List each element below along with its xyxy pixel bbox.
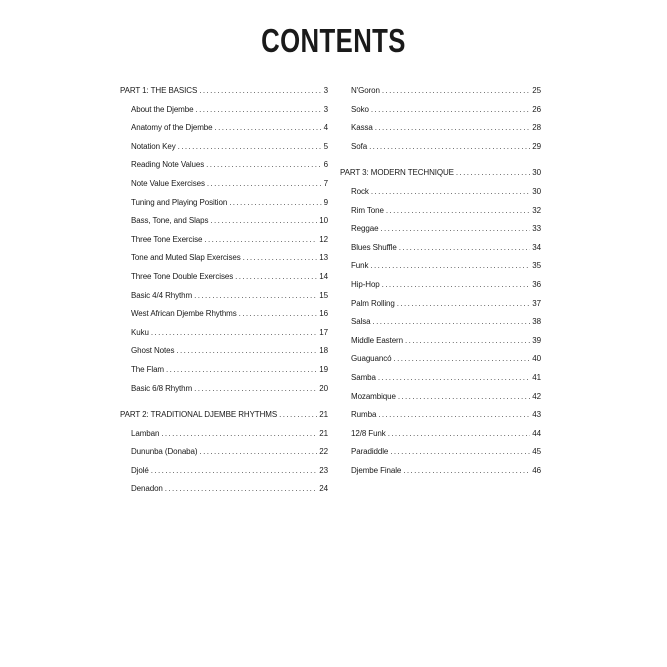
toc-entry-page-number: 3 [323,104,328,114]
toc-entry-label: Basic 4/4 Rhythm [131,290,193,300]
dot-leader [207,175,322,194]
toc-entry-label: Lamban [131,428,160,438]
page-title: CONTENTS [261,22,406,59]
toc-entry-label: Djembe Finale [351,465,402,475]
toc-entry-label: Reggae [351,224,379,234]
dot-leader [398,388,530,407]
dot-leader [194,380,317,399]
dot-leader [390,443,530,462]
dot-leader [210,212,317,231]
dot-leader [166,361,317,380]
dot-leader [373,313,531,332]
toc-entry-page-number: 46 [532,465,541,475]
toc-entry[interactable] [340,276,541,295]
dot-leader [399,239,531,258]
toc-entry-label: Rumba [351,410,377,420]
toc-entry[interactable] [340,462,541,481]
toc-entry-label: Three Tone Exercise [131,234,203,244]
toc-entry-page-number: 18 [319,346,328,356]
toc-entry[interactable] [340,388,541,407]
toc-entry[interactable] [340,406,541,425]
toc-entry-page-number: 40 [532,354,541,364]
toc-entry[interactable] [120,212,328,231]
toc-entry-label: Kassa [351,123,373,133]
dot-leader [378,406,530,425]
toc-entry-page-number: 26 [532,104,541,114]
toc-entry-page-number: 37 [532,298,541,308]
dot-leader [161,425,317,444]
toc-entry-page-number: 32 [532,205,541,215]
toc-entry-label: Tuning and Playing Position [131,197,228,207]
dot-leader [194,287,317,306]
toc-right-column [340,82,541,480]
toc-entry-label: Dununba (Donaba) [131,447,198,457]
toc-part-heading[interactable] [120,82,328,101]
toc-entry[interactable] [340,350,541,369]
toc-entry[interactable] [120,480,328,499]
dot-leader [206,156,322,175]
dot-leader [151,324,317,343]
toc-entry-page-number: 21 [319,410,328,420]
toc-entry[interactable] [120,194,328,213]
toc-entry[interactable] [340,119,541,138]
dot-leader [375,119,531,138]
toc-entry-page-number: 20 [319,383,328,393]
toc-entry-page-number: 44 [532,428,541,438]
toc-entry-label: Anatomy of the Djembe [131,123,213,133]
section-gap [340,156,541,164]
toc-entry-label: Guaguancó [351,354,392,364]
toc-entry-label: Djolé [131,465,149,475]
toc-entry[interactable] [340,82,541,101]
toc-entry-label: Mozambique [351,391,396,401]
toc-entry[interactable] [120,287,328,306]
toc-entry-label: Rim Tone [351,205,384,215]
dot-leader [369,138,530,157]
toc-entry[interactable] [120,249,328,268]
toc-entry-label: Sofa [351,141,368,151]
toc-entry-label: Basic 6/8 Rhythm [131,383,193,393]
toc-entry-page-number: 5 [323,141,328,151]
dot-leader [403,462,530,481]
dot-leader [195,101,321,120]
toc-entry[interactable] [120,156,328,175]
toc-entry[interactable] [120,425,328,444]
toc-entry-label: 12/8 Funk [351,428,386,438]
toc-entry[interactable] [340,202,541,221]
toc-entry[interactable] [340,257,541,276]
toc-entry-page-number: 4 [323,123,328,133]
dot-leader [371,183,530,202]
toc-entry-page-number: 43 [532,410,541,420]
dot-leader [235,268,317,287]
toc-entry[interactable] [340,101,541,120]
toc-entry-page-number: 10 [319,216,328,226]
toc-part-heading[interactable] [120,406,328,425]
toc-entry-page-number: 17 [319,327,328,337]
toc-entry-label: Hip-Hop [351,279,380,289]
toc-entry-label: The Flam [131,364,164,374]
toc-entry[interactable] [120,305,328,324]
toc-entry[interactable] [120,119,328,138]
dot-leader [215,119,322,138]
toc-entry-label: Salsa [351,317,371,327]
dot-leader [239,305,318,324]
toc-entry-page-number: 14 [319,271,328,281]
toc-entry-label: PART 3: MODERN TECHNIQUE [340,168,454,178]
toc-entry-label: Three Tone Double Exercises [131,271,234,281]
toc-entry-label: Reading Note Values [131,160,205,170]
dot-leader [380,220,530,239]
toc-entry[interactable] [120,175,328,194]
dot-leader [151,462,318,481]
toc-entry[interactable] [120,443,328,462]
toc-entry-label: Palm Rolling [351,298,395,308]
toc-entry-page-number: 12 [319,234,328,244]
toc-part-heading[interactable] [340,164,541,183]
dot-leader [388,425,531,444]
toc-entry[interactable] [120,361,328,380]
toc-entry-label: PART 1: THE BASICS [120,86,198,95]
toc-entry-label: Paradiddle [351,447,389,457]
toc-entry-page-number: 24 [319,484,328,494]
toc-entry-page-number: 34 [532,242,541,252]
dot-leader [243,249,318,268]
toc-entry[interactable] [120,101,328,120]
toc-entry-page-number: 7 [323,178,328,188]
toc-entry-page-number: 33 [532,224,541,234]
toc-entry[interactable] [340,313,541,332]
toc-entry-page-number: 3 [323,86,328,95]
toc-entry-page-number: 36 [532,279,541,289]
toc-entry-label: Tone and Muted Slap Exercises [131,253,241,263]
section-gap [120,398,328,406]
dot-leader [456,164,530,183]
toc-entry-page-number: 22 [319,447,328,457]
toc-entry-label: Note Value Exercises [131,178,205,188]
toc-entry[interactable] [120,380,328,399]
toc-entry[interactable] [340,443,541,462]
toc-entry-page-number: 28 [532,123,541,133]
toc-entry-page-number: 9 [323,197,328,207]
toc-entry[interactable] [340,239,541,258]
toc-entry-label: PART 2: TRADITIONAL DJEMBE RHYTHMS [120,410,278,420]
toc-entry-page-number: 23 [319,465,328,475]
dot-leader [405,332,530,351]
toc-entry-label: Rock [351,186,369,196]
toc-entry-label: Notation Key [131,141,176,151]
dot-leader [397,295,531,314]
toc-entry-page-number: 15 [319,290,328,300]
toc-entry[interactable] [120,324,328,343]
dot-leader [371,101,530,120]
toc-entry-page-number: 39 [532,335,541,345]
toc-entry[interactable] [340,295,541,314]
toc-entry[interactable] [340,220,541,239]
toc-entry-label: Denadon [131,484,163,494]
toc-entry-page-number: 30 [532,186,541,196]
toc-entry-page-number: 42 [532,391,541,401]
dot-leader [382,276,531,295]
dot-leader [176,342,317,361]
toc-entry-page-number: 25 [532,86,541,95]
toc-entry-page-number: 21 [319,428,328,438]
toc-entry-label: West African Djembe Rhythms [131,309,237,319]
dot-leader [378,369,530,388]
toc-left-column [120,82,328,499]
dot-leader [279,406,317,425]
dot-leader [382,82,530,101]
toc-entry-page-number: 29 [532,141,541,151]
toc-entry[interactable] [340,332,541,351]
dot-leader [199,82,321,101]
dot-leader [204,231,317,250]
toc-entry-label: Bass, Tone, and Slaps [131,216,209,226]
toc-entry-label: Samba [351,372,376,382]
dot-leader [199,443,317,462]
dot-leader [165,480,318,499]
toc-entry-label: About the Djembe [131,104,194,114]
toc-entry[interactable] [120,342,328,361]
toc-entry-page-number: 16 [319,309,328,319]
toc-entry-page-number: 19 [319,364,328,374]
toc-entry-label: Funk [351,261,369,271]
toc-entry-page-number: 6 [323,160,328,170]
toc-entry[interactable] [120,231,328,250]
toc-entry-page-number: 13 [319,253,328,263]
toc-entry-page-number: 45 [532,447,541,457]
dot-leader [370,257,530,276]
toc-entry-label: Kuku [131,327,149,337]
toc-entry-label: N'Goron [351,86,380,95]
toc-entry[interactable] [120,138,328,157]
toc-entry[interactable] [340,183,541,202]
toc-entry-page-number: 35 [532,261,541,271]
toc-entry-page-number: 38 [532,317,541,327]
toc-entry-label: Middle Eastern [351,335,403,345]
toc-entry[interactable] [340,138,541,157]
toc-entry-page-number: 30 [532,168,541,178]
toc-entry[interactable] [340,369,541,388]
dot-leader [393,350,530,369]
toc-entry-label: Ghost Notes [131,346,175,356]
dot-leader [178,138,322,157]
dot-leader [386,202,530,221]
toc-entry-label: Blues Shuffle [351,242,397,252]
toc-entry[interactable] [340,425,541,444]
dot-leader [229,194,321,213]
toc-entry[interactable] [120,462,328,481]
toc-entry-page-number: 41 [532,372,541,382]
toc-entry-label: Soko [351,104,369,114]
toc-entry[interactable] [120,268,328,287]
